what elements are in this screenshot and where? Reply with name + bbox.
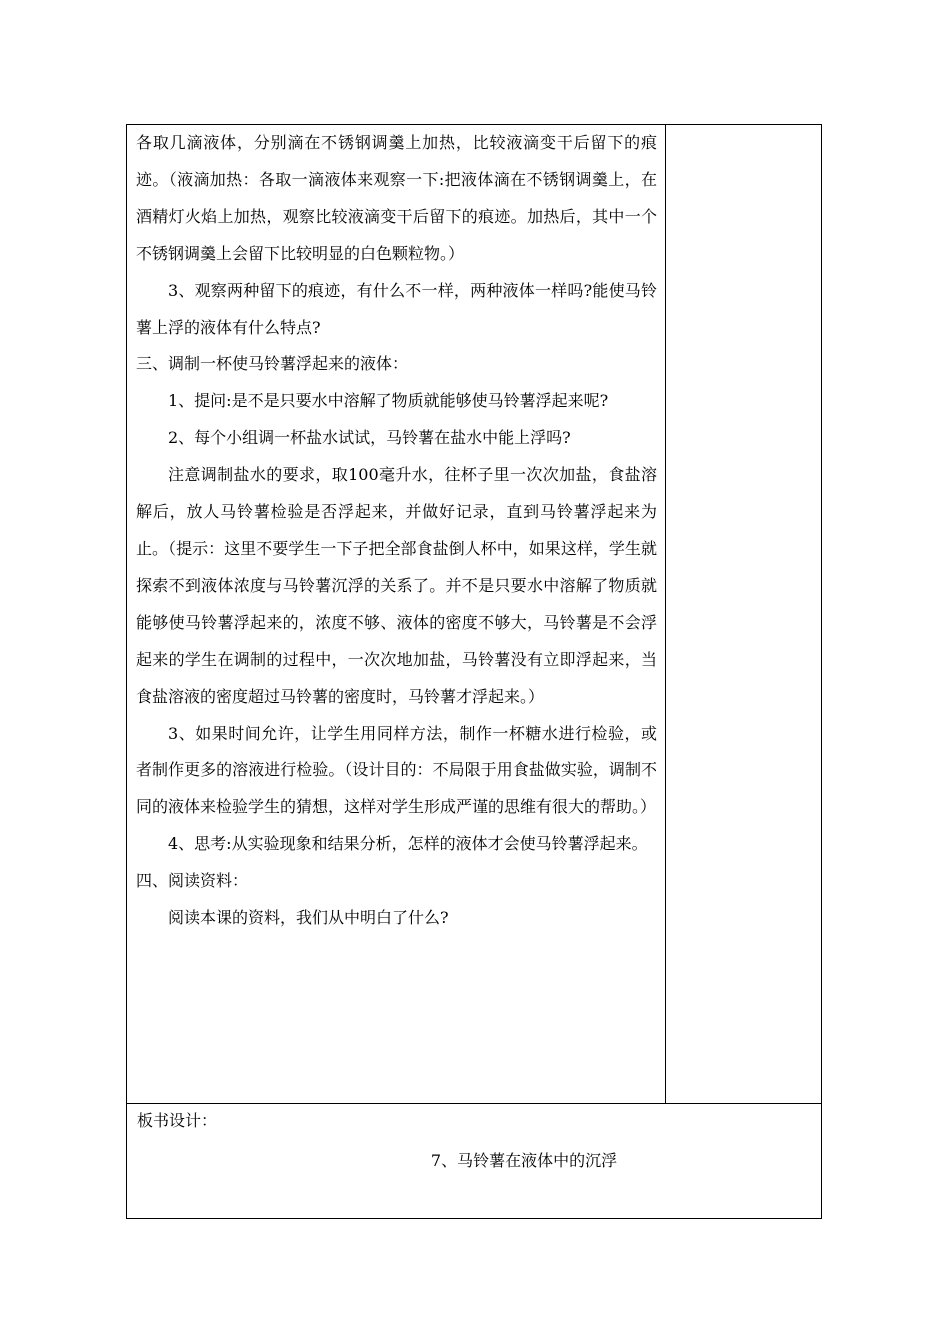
lesson-plan-table xyxy=(126,124,822,1219)
procedure-text xyxy=(127,125,665,937)
board-design-heading: 7、马铃薯在液体中的沉浮 xyxy=(430,1151,618,1170)
paragraph-sugar-water: 3、如果时间允许，让学生用同样方法，制作一杯糖水进行检验，或者制作更多的溶液进行检验。（设计目的：不局限于用食盐做实验，调制不同的液体来检验学生的猜想，这样对学生形成严谨的思维有很大的帮助。） xyxy=(136,723,657,817)
board-design-cell xyxy=(127,1104,822,1219)
paragraph-question: 1、提问:是不是只要水中溶解了物质就能够使马铃薯浮起来呢? xyxy=(168,391,609,411)
paragraph-heating-droplets: 各取几滴液体，分别滴在不锈钢调羹上加热，比较液滴变干后留下的痕迹。（液滴加热：各取一滴液体来观察一下:把液体滴在不锈钢调羹上，在酒精灯火焰上加热，观察比较液滴变干后留下的痕迹。加热后，其中一个不锈钢调羹上会留下比较明显的白色颗粒物。） xyxy=(136,133,657,263)
paragraph-observe-traces: 3、观察两种留下的痕迹，有什么不一样，两种液体一样吗?能使马铃薯上浮的液体有什么特点? xyxy=(136,280,657,337)
section-heading-reading: 四、阅读资料： xyxy=(136,871,249,891)
paragraph-salt-water-notes: 注意调制盐水的要求，取100毫升水，往杯子里一次次加盐，食盐溶解后，放人马铃薯检验是否浮起来，并做好记录，直到马铃薯浮起来为止。（提示：这里不要学生一下子把全部食盐倒人杯中，如果这样，学生就探索不到液体浓度与马铃薯沉浮的关系了。并不是只要水中溶解了物质就能够使马铃薯浮起来的，浓度不够、液体的密度不够大，马铃薯是不会浮起来的学生在调制的过程中，一次次地加盐，马铃薯没有立即浮起来，当食盐溶液的密度超过马铃薯的密度时，马铃薯才浮起来。） xyxy=(136,465,657,706)
board-design-label: 板书设计： xyxy=(137,1111,218,1130)
board-design-row xyxy=(127,1104,822,1219)
notes-cell xyxy=(666,125,822,1104)
section-heading-prepare-liquid: 三、调制一杯使马铃薯浮起来的液体： xyxy=(136,354,409,374)
paragraph-think: 4、思考:从实验现象和结果分析，怎样的液体才会使马铃薯浮起来。 xyxy=(168,834,648,854)
paragraph-reading: 阅读本课的资料，我们从中明白了什么? xyxy=(168,908,449,928)
procedure-row xyxy=(127,125,822,1104)
procedure-cell xyxy=(127,125,666,1104)
paragraph-salt-water: 2、每个小组调一杯盐水试试，马铃薯在盐水中能上浮吗? xyxy=(168,428,571,448)
